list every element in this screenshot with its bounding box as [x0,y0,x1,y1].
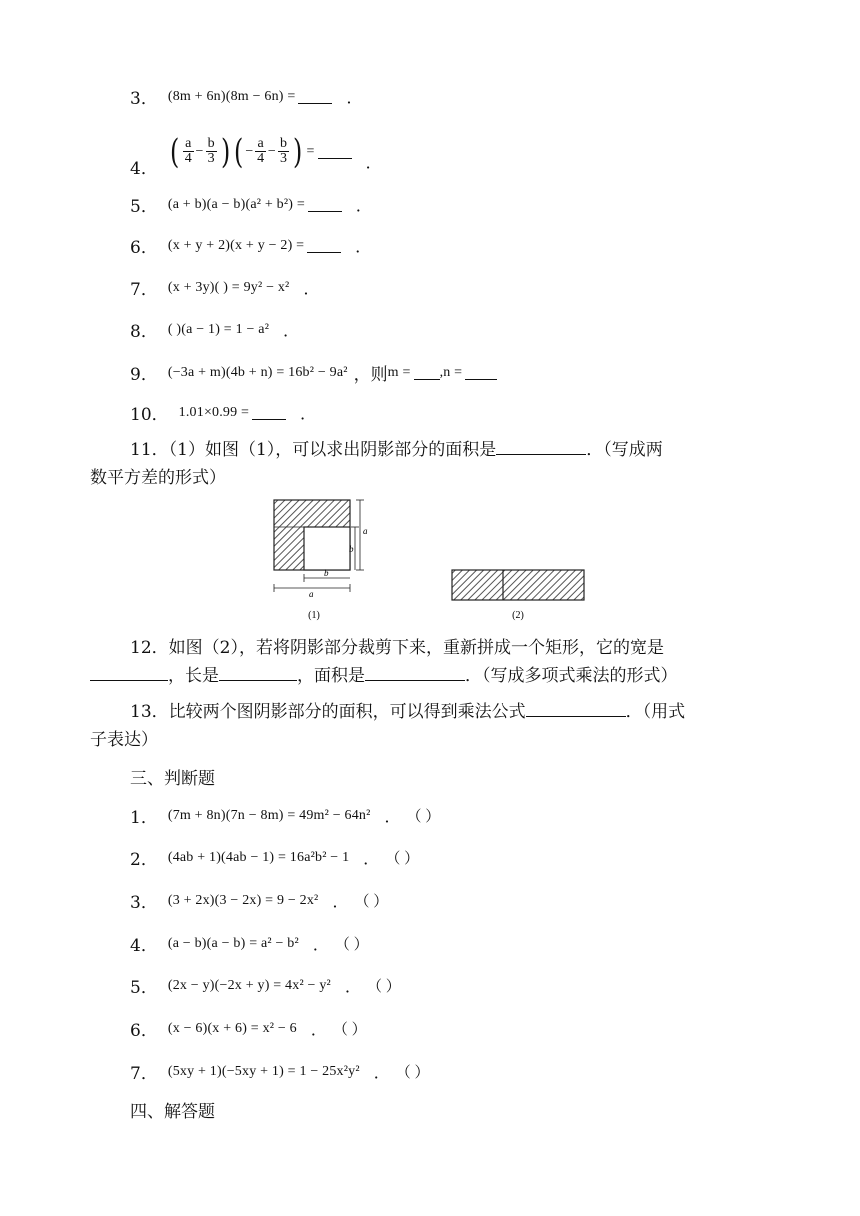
answer-blank[interactable] [308,197,342,212]
label-b-right: b [349,544,354,554]
right-paren: ) [220,131,231,172]
judge-item-5 [130,973,401,998]
fill-item-7 [130,275,319,300]
period: ． [365,153,382,172]
question-13 [90,698,780,754]
q13-text-continuation: 子表达） [90,730,158,750]
item-number: 5． [130,978,158,998]
judge-item-1 [130,803,440,828]
math-expression: (7m + 8n)(7n − 8m) = 49m² − 64n² [167,807,371,823]
q12-text-tail: ．（写成多项式乘法的形式） [465,666,678,686]
judge-item-6 [130,1016,367,1041]
math-expression: (4ab + 1)(4ab − 1) = 16a²b² − 1 [167,849,350,865]
answer-paren[interactable]: （ ） [354,894,389,910]
answer-paren[interactable]: （ ） [366,979,401,995]
item-number: 7． [130,1064,158,1084]
math-expression: 1.01×0.99 = [178,404,250,420]
q11-text-continuation: 数平方差的形式） [90,468,226,488]
item-number: 4． [130,159,158,179]
answer-blank[interactable] [307,238,341,253]
answer-blank[interactable] [298,89,332,104]
item-number: 10． [130,405,169,425]
period: ． [346,88,363,107]
equals-sign: = [306,143,315,159]
item-number: 6． [130,1021,158,1041]
item-number: 6． [130,238,158,258]
item-number: 9． [130,365,158,385]
period: ． [363,849,380,868]
item-number: 5． [130,197,158,217]
period: ． [312,935,329,954]
period: ． [344,977,361,996]
fill-item-9 [130,360,497,385]
left-paren: ( [234,131,244,172]
period: ． [355,196,372,215]
label-a-right: a [363,526,368,536]
math-expression: (a − b)(a − b) = a² − b² [167,935,299,951]
answer-paren[interactable]: （ ） [334,937,369,953]
q12-width-blank[interactable] [90,662,168,681]
math-expression: (5xy + 1)(−5xy + 1) = 1 − 25x²y² [167,1063,360,1079]
m-label: m = [387,364,411,380]
math-expression: (a + b)(a − b)(a² + b²) = [167,196,305,212]
math-expression: (x + 3y)( ) = 9y² − x² [167,279,290,295]
fill-item-3 [130,84,362,109]
period: ． [384,807,401,826]
judge-item-3 [130,888,388,913]
answer-paren[interactable]: （ ） [406,809,441,825]
math-expression: ( )(a − 1) = 1 − a² [167,321,270,337]
fill-item-6 [130,233,371,258]
judge-item-7 [130,1059,430,1084]
answer-paren[interactable]: （ ） [332,1022,367,1038]
answer-paren[interactable]: （ ） [395,1065,430,1081]
q13-answer-blank[interactable] [526,698,626,717]
q12-area-blank[interactable] [365,662,465,681]
figure-2-caption: (2) [512,610,524,621]
period: ． [373,1063,390,1082]
figure-1-caption: (1) [308,610,320,621]
n-label: ,n = [439,364,463,380]
fraction-a-over-4: $\frac{a}{4}$ [257,136,265,166]
item-number: 3． [130,89,158,109]
left-paren: ( [169,131,180,172]
item-number: 1． [130,808,158,828]
period: ． [300,404,317,423]
label-b-bottom: b [324,568,329,578]
section-heading-judgement: 三、判断题 [130,769,215,789]
answer-blank[interactable] [252,405,286,420]
figure-1 [274,500,368,621]
judge-item-4 [130,931,369,956]
fraction-b-over-3: $\frac{b}{3}$ [207,136,215,166]
q13-text-tail: ．（用式 [625,702,686,722]
section-heading-solutions: 四、解答题 [130,1102,215,1122]
q12-text-area: ，面积是 [297,666,365,686]
q11-text: 11．（1）如图（1），可以求出阴影部分的面积是 [130,440,497,460]
item-number: 4． [130,936,158,956]
math-expression: (−3a + m)(4b + n) = 16b² − 9a² [167,364,348,380]
fill-item-5 [130,192,372,217]
item-number: 8． [130,322,158,342]
answer-paren[interactable]: （ ） [385,851,420,867]
period: ． [355,237,372,256]
fraction-a-over-4: $\frac{a}{4}$ [184,136,192,166]
fill-item-4: 4． ( $\frac{a}{4}$ − $\frac{b}{3}$ ) ( − $\frac{a}{4}$ − $\frac{b}{3}$ ) = ． [130,131,382,179]
q11-answer-blank[interactable] [496,436,586,455]
fill-item-10 [130,400,316,425]
math-expression: (2x − y)(−2x + y) = 4x² − y² [167,977,331,993]
n-answer-blank[interactable] [465,365,497,380]
answer-blank[interactable] [318,144,352,159]
math-expression: (x + y + 2)(x + y − 2) = [167,237,305,253]
label-a-bottom: a [309,589,314,599]
q12-text: 12．如图（2），若将阴影部分裁剪下来，重新拼成一个矩形，它的宽是 [130,638,664,658]
period: ． [332,892,349,911]
item-number: 2． [130,850,158,870]
figure-2 [452,570,584,621]
period: ． [303,279,320,298]
period: ． [283,321,300,340]
period: ． [310,1020,327,1039]
question-12 [90,634,780,690]
question-11 [90,436,780,492]
math-expression: (3 + 2x)(3 − 2x) = 9 − 2x² [167,892,319,908]
m-answer-blank[interactable] [414,365,440,380]
math-expression: (8m + 6n)(8m − 6n) = [167,88,296,104]
fill-item-8 [130,317,299,342]
q12-length-blank[interactable] [219,662,297,681]
q12-text-length: ，长是 [168,666,219,686]
then-word: ，则 [353,365,388,385]
item-number: 3． [130,893,158,913]
judge-item-2 [130,845,419,870]
q11-text-tail: ．（写成两 [586,440,663,460]
item-number: 7． [130,280,158,300]
q13-text: 13．比较两个图阴影部分的面积，可以得到乘法公式 [130,702,526,722]
math-expression: (x − 6)(x + 6) = x² − 6 [167,1020,297,1036]
figures [262,494,602,624]
fraction-b-over-3: $\frac{b}{3}$ [280,136,288,166]
right-paren: ) [293,131,303,172]
